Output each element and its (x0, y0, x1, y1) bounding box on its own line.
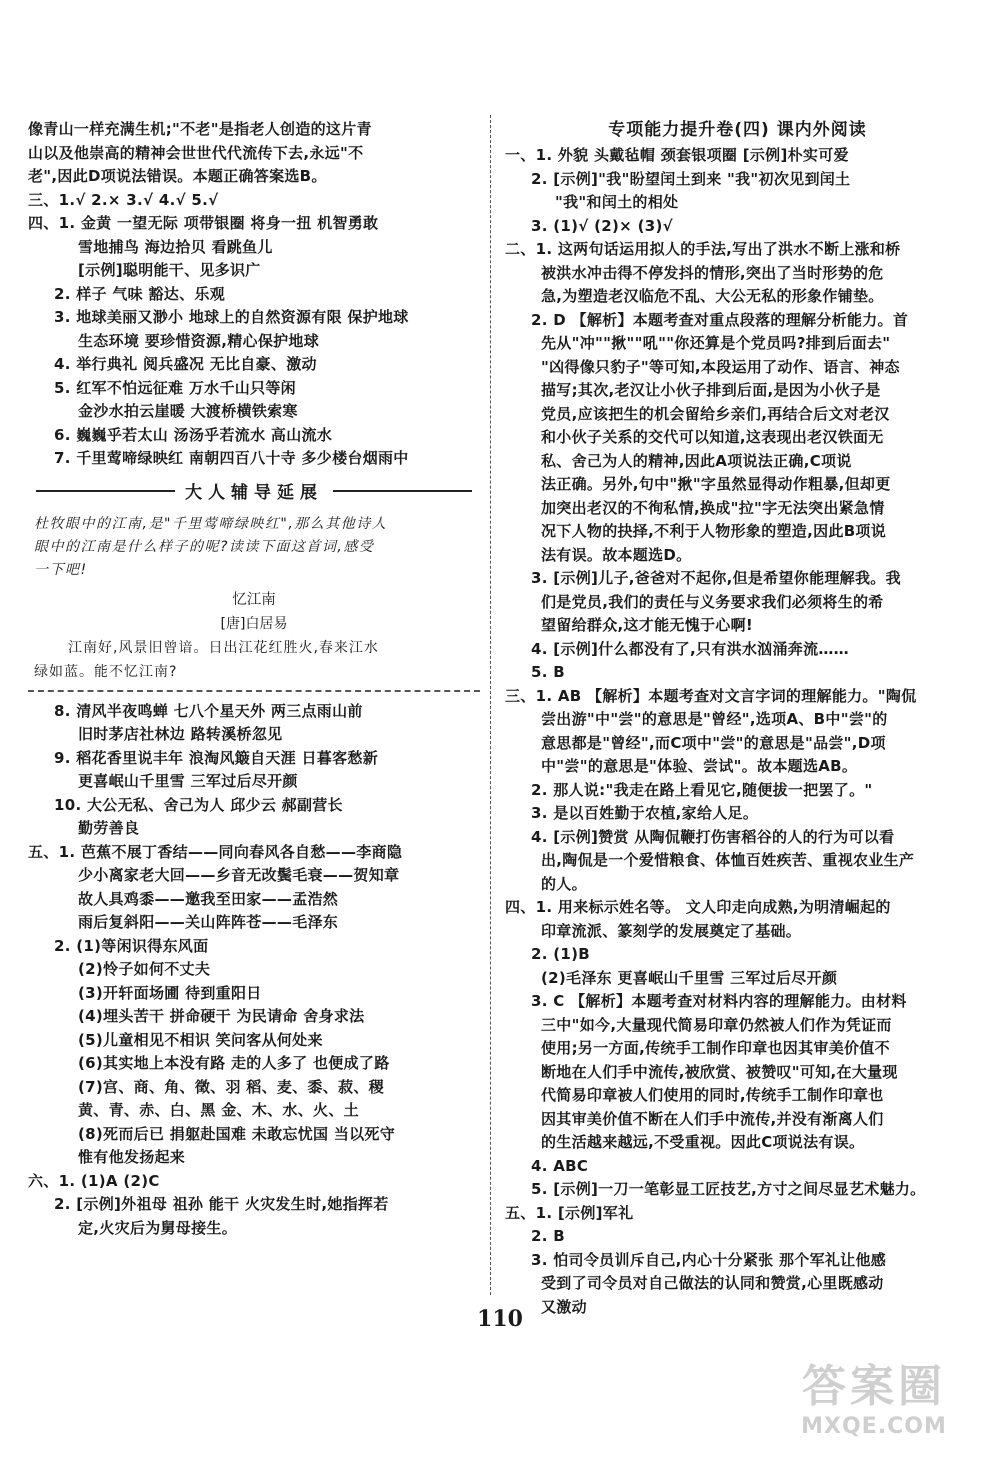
answer-line: 2. D 【解析】本题考查对重点段落的理解分析能力。首 (531, 310, 909, 329)
answer-line: 断地在人们手中流传,被欣赏、被赞叹"可知,在大量现 (541, 1062, 898, 1081)
answer-line: 2. [示例]外祖母 祖孙 能干 火灾发生时,她指挥若 (54, 1195, 389, 1213)
answer-line: (3)开轩面场圃 待到重阳日 (78, 983, 262, 1002)
answer-line: 3. 是以百姓勤于农植,家给人足。 (531, 804, 759, 822)
answer-line: 8. 清风半夜鸣蝉 七八个星天外 两三点雨山前 (54, 701, 363, 720)
answer-line: 雨后复斜阳——关山阵阵苍——毛泽东 (78, 913, 339, 931)
answer-line: 的人。 (541, 874, 587, 893)
answer-line: 2. (1)B (531, 945, 591, 963)
answer-line: 使用;另一方面,传统手工制作印章也因其审美价值不 (541, 1039, 890, 1057)
answer-line: 四、1. 用来标示姓名等。 文人印走向成熟,为明清崛起的 (505, 898, 891, 916)
answer-line: 三中"如今,大量现代简易印章仍然被人们作为凭证而 (541, 1015, 892, 1034)
banner-title: 大人辅导延展 (175, 478, 333, 503)
answer-line: 五、1. [示例]军礼 (505, 1203, 634, 1222)
answer-line: 望留给群众,这才能无愧于心啊! (541, 616, 754, 634)
answer-line: 又激动 (541, 1297, 587, 1316)
poem-body (34, 636, 474, 684)
answer-line: (8)死而后已 捐躯赴国难 未敢忘忧国 当以死守 (78, 1124, 396, 1143)
answer-line: 3. (1)√ (2)× (3)√ (531, 216, 673, 235)
answer-line: 雪地捕鸟 海边拾贝 看跳鱼儿 (78, 237, 273, 256)
poem-line: 绿如蓝。能不忆江南? (34, 663, 178, 680)
answer-line: 2. 那人说:"我走在路上看见它,随便拔一把罢了。" (531, 780, 873, 799)
answer-line: 9. 稻花香里说丰年 浪淘风簸自天涯 日暮客愁新 (54, 748, 379, 767)
answer-line: 的生活越来越远,不受重视。因此C项说法有误。 (541, 1133, 865, 1151)
section-4-answers-part-1 (28, 212, 480, 471)
answer-line: 6. 巍巍乎若太山 汤汤乎若流水 高山流水 (54, 425, 333, 444)
watermark-url: MXQE.COM (801, 1414, 947, 1439)
answer-line: 四、1. 金黄 一望无际 项带银圈 将身一扭 机智勇敢 (28, 214, 379, 232)
answer-line: "凶得像只豹子"等可知,本段运用了动作、语言、神态 (541, 357, 900, 376)
answer-line: 因其审美价值不断在人们手中流传,并没有渐离人们 (541, 1109, 884, 1128)
answer-line: 更喜岷山千里雪 三军过后尽开颜 (78, 772, 298, 790)
column-divider (490, 115, 491, 1295)
section-4-answers-part-2 (28, 700, 480, 1241)
answer-line: 山以及他崇高的精神会世世代代流传下去,永远"不 (28, 143, 364, 162)
page-number: 110 (477, 1306, 523, 1332)
answer-line: 2. (1)等闲识得东风面 (54, 936, 209, 955)
extension-line: 一下吧! (34, 561, 88, 578)
answer-line: 印章流派、篆刻学的发展奠定了基础。 (541, 921, 802, 940)
poem-title: 忆江南 (232, 591, 276, 608)
extension-line: 杜牧眼中的江南,是"千里莺啼绿映红",那么其他诗人 (34, 515, 388, 532)
left-top-paragraph (28, 118, 480, 189)
poem-line: 江南好,风景旧曾谙。日出江花红胜火,春来江水 (68, 639, 379, 656)
answer-line: 受到了司令员对自己做法的认同和赞赏,心里既感动 (541, 1274, 884, 1292)
answer-line: 一、1. 外貌 头戴毡帽 颈套银项圈 [示例]朴实可爱 (505, 146, 849, 164)
answer-line: 描写;其次,老汉让小伙子排到后面,是因为小伙子是 (541, 381, 881, 399)
answer-line: 2. 样子 气味 豁达、乐观 (54, 284, 226, 303)
extension-box (28, 511, 480, 692)
answer-line: 像青山一样充满生机;"不老"是指老人创造的这片青 (28, 120, 372, 138)
answer-line: 三、1. AB 【解析】本题考查对文言字词的理解能力。"陶侃 (505, 686, 917, 705)
answer-line: 况下人物的抉择,不利于人物形象的塑造,因此B项说 (541, 522, 887, 540)
answer-line: 定,火灾后为舅母接生。 (78, 1218, 237, 1237)
answer-line: 5. [示例]一刀一笔彰显工匠技艺,方寸之间尽显艺术魅力。 (531, 1180, 926, 1198)
watermark-logo (774, 1361, 974, 1451)
answer-line: 出,陶侃是一个爱惜粮食、体恤百姓疾苦、重视农业生产 (541, 851, 915, 869)
answer-line: 私、舍己为人的精神,因此A项说法正确,C项说 (541, 451, 852, 470)
answer-line: 加突出老汉的不徇私情,换成"拉"字无法突出紧急情 (541, 498, 885, 517)
answer-line: 先从"冲""揪""吼""你还算是个党员吗?排到后面去" (541, 334, 891, 352)
answer-line: 惟有他发扬起来 (78, 1148, 186, 1166)
answer-line: 2. [示例]"我"盼望闰土到来 "我"初次见到闰土 (531, 169, 851, 188)
answer-line: 被洪水冲击得不停发抖的情形,突出了当时形势的危 (541, 263, 884, 282)
answer-line: (7)宫、商、角、徵、羽 稻、麦、黍、菽、稷 (78, 1077, 384, 1096)
answer-line: 代简易印章被人们使用的同时,传统手工制作印章也 (541, 1086, 884, 1104)
section-title: 专项能力提升卷(四) 课内外阅读 (608, 120, 867, 140)
answer-line: 们是党员,我们的责任与义务要求我们必须将生的希 (541, 592, 884, 611)
answer-line: 法正确。另外,句中"揪"字虽然显得动作粗暴,但却更 (541, 475, 891, 493)
answer-line: 3. [示例]儿子,爸爸对不起你,但是希望你能理解我。我 (531, 569, 901, 587)
left-column (28, 118, 480, 1240)
answer-line: (2)怜子如何不丈夫 (78, 960, 211, 978)
answer-line: 4. ABC (531, 1156, 589, 1175)
answer-line: 4. 举行典礼 阅兵盛况 无比自豪、激动 (54, 355, 317, 373)
answer-line: 六、1. (1)A (2)C (28, 1171, 160, 1190)
answer-line: 故人具鸡黍——邀我至田家——孟浩然 (78, 889, 339, 908)
extension-line: 眼中的江南是什么样子的呢?读读下面这首词,感受 (34, 538, 375, 555)
answer-line: (5)儿童相见不相识 笑问客从何处来 (78, 1030, 323, 1049)
answer-line: 4. [示例]什么都没有了,只有洪水汹涌奔流…… (531, 639, 849, 658)
answer-line: 生态环境 要珍惜资源,精心保护地球 (78, 331, 320, 350)
answer-line: [示例]聪明能干、见多识广 (78, 261, 261, 279)
answer-line: (4)埋头苦干 拼命硬干 为民请命 舍身求法 (78, 1007, 365, 1025)
answer-line: 二、1. 这两句话运用拟人的手法,写出了洪水不断上涨和桥 (505, 240, 901, 258)
right-answers (505, 144, 950, 1319)
answer-line: 4. [示例]赞赏 从陶侃鞭打伤害稻谷的人的行为可以看 (531, 827, 895, 846)
answer-line: (6)其实地上本没有路 走的人多了 也便成了路 (78, 1054, 390, 1072)
answer-line: 尝出游"中"尝"的意思是"曾经",选项A、B中"尝"的 (541, 710, 888, 728)
answer-line: 少小离家老大回——乡音无改鬓毛衰——贺知章 (78, 866, 400, 884)
answer-line: 五、1. 芭蕉不展丁香结——同向春风各自愁——李商隐 (28, 842, 403, 861)
answer-line: 5. 红军不怕远征难 万水千山只等闲 (54, 378, 296, 397)
watermark-title: 答案圈 (802, 1361, 946, 1412)
answer-line: 3. 地球美丽又渺小 地球上的自然资源有限 保护地球 (54, 308, 409, 326)
answer-line: 老",因此D项说法错误。本题正确答案选B。 (28, 167, 327, 185)
answer-line: (2)毛泽东 更喜岷山千里雪 三军过后尽开颜 (541, 968, 838, 987)
answer-line: 10. 大公无私、舍己为人 邱少云 郝副营长 (54, 795, 343, 814)
answer-line: 法有误。故本题选D。 (541, 545, 692, 564)
answer-line: 旧时茅店社林边 路转溪桥忽见 (78, 725, 283, 743)
answer-line: 中"尝"的意思是"体验、尝试"。故本题选AB。 (541, 757, 858, 775)
answer-line: "我"和闰土的相处 (555, 193, 679, 211)
answer-line: 3. 怕司令员训斥自己,内心十分紧张 那个军礼让他感 (531, 1250, 887, 1269)
answer-line: 意思都是"曾经",而C项中"尝"的意思是"品尝",D项 (541, 733, 886, 752)
answer-line: 金沙水拍云崖暖 大渡桥横铁索寒 (78, 402, 298, 420)
answer-line: 黄、青、赤、白、黑 金、木、水、火、土 (78, 1101, 359, 1119)
answer-line: 3. C 【解析】本题考查对材料内容的理解能力。由材料 (531, 992, 907, 1010)
answer-line: 2. B (531, 1227, 565, 1245)
extension-banner (28, 477, 480, 505)
answer-line: 急,为塑造老汉临危不乱、大公无私的形象作铺垫。 (541, 287, 884, 305)
answer-line: 7. 千里莺啼绿映红 南朝四百八十寺 多少楼台烟雨中 (54, 449, 409, 467)
answer-line: 5. B (531, 663, 565, 681)
answer-line: 勤劳善良 (78, 819, 140, 837)
section-3-answers: 三、1.√ 2.× 3.√ 4.√ 5.√ (28, 190, 219, 209)
right-column (505, 118, 950, 1319)
poem-author: [唐]白居易 (220, 615, 288, 632)
answer-line: 和小伙子关系的交代可以知道,这表现出老汉铁面无 (541, 428, 884, 446)
extension-intro (34, 513, 474, 582)
answer-line: 党员,应该把生的机会留给乡亲们,再结合后文对老汉 (541, 404, 890, 423)
